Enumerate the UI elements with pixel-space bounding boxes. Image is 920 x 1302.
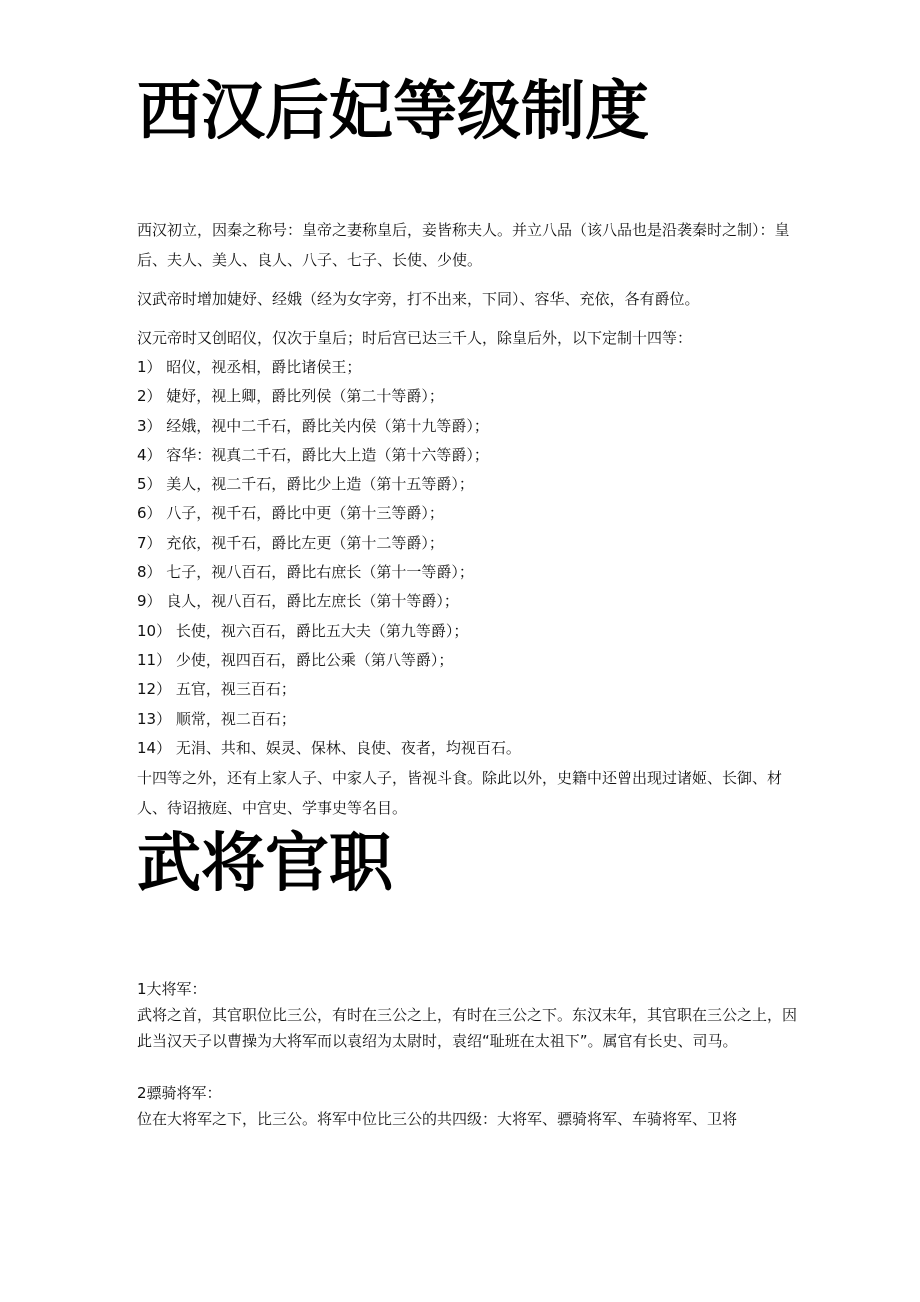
section-title-consorts: 西汉后妃等级制度 bbox=[137, 75, 649, 149]
item-heading: 2骠骑将军： bbox=[137, 1084, 222, 1102]
rank-item: 8） 七子，视八百石，爵比右庶长（第十一等爵）； bbox=[137, 563, 474, 582]
rank-item: 5） 美人，视二千石，爵比少上造（第十五等爵）； bbox=[137, 475, 474, 494]
rank-list bbox=[137, 353, 799, 763]
section-title-generals: 武将官职 bbox=[137, 827, 393, 901]
section-generals-body bbox=[137, 976, 799, 1132]
rank-item: 13） 顺常，视二百石； bbox=[137, 709, 296, 728]
rank-item: 1） 昭仪，视丞相，爵比诸侯王； bbox=[137, 358, 362, 376]
outro-paragraph: 十四等之外，还有上家人子、中家人子，皆视斗食。除此以外，史籍中还曾出现过诸姬、长御、材人、待诏掖庭、中宫史、学事史等名目。 bbox=[137, 769, 783, 818]
rank-item: 11） 少使，视四百石，爵比公乘（第八等爵）； bbox=[137, 650, 454, 669]
rank-item: 9） 良人，视八百石，爵比左庶长（第十等爵）； bbox=[137, 592, 459, 611]
rank-item: 14） 无涓、共和、娱灵、保林、良使、夜者，均视百石。 bbox=[137, 738, 521, 757]
rank-item: 6） 八子，视千石，爵比中更（第十三等爵）； bbox=[137, 504, 444, 523]
rank-item: 10） 长使，视六百石，爵比五大夫（第九等爵）； bbox=[137, 621, 469, 640]
item-text: 武将之首，其官职位比三公，有时在三公之上，有时在三公之下。东汉末年，其官职在三公之上，因此当汉天子以曹操为大将军而以袁绍为太尉时，袁绍“耻班在太祖下”。属官有长史、司马。 bbox=[137, 1006, 798, 1050]
intro-paragraph: 西汉初立，因秦之称号：皇帝之妻称皇后，妾皆称夫人。并立八品（该八品也是沿袭秦时之制）：皇后、夫人、美人、良人、八子、七子、长使、少使。 bbox=[137, 221, 790, 269]
rank-item: 3） 经娥，视中二千石，爵比关内侯（第十九等爵）； bbox=[137, 416, 489, 435]
rank-item: 12） 五官，视三百石； bbox=[137, 680, 296, 699]
wudi-paragraph: 汉武帝时增加婕妤、经娥（经为女字旁，打不出来，下同）、容华、充依，各有爵位。 bbox=[137, 290, 700, 308]
item-heading: 1大将军： bbox=[137, 980, 207, 998]
yuandi-paragraph: 汉元帝时又创昭仪，仅次于皇后；时后宫已达三千人，除皇后外，以下定制十四等： bbox=[137, 329, 693, 347]
section-consorts-body bbox=[137, 215, 799, 823]
rank-item: 4） 容华：视真二千石，爵比大上造（第十六等爵）； bbox=[137, 445, 489, 464]
rank-item: 7） 充依，视千石，爵比左更（第十二等爵）； bbox=[137, 533, 444, 552]
item-text: 位在大将军之下，比三公。将军中位比三公的共四级：大将军、骠骑将军、车骑将军、卫将 bbox=[137, 1110, 738, 1128]
rank-item: 2） 婕妤，视上卿，爵比列侯（第二十等爵）； bbox=[137, 387, 444, 406]
